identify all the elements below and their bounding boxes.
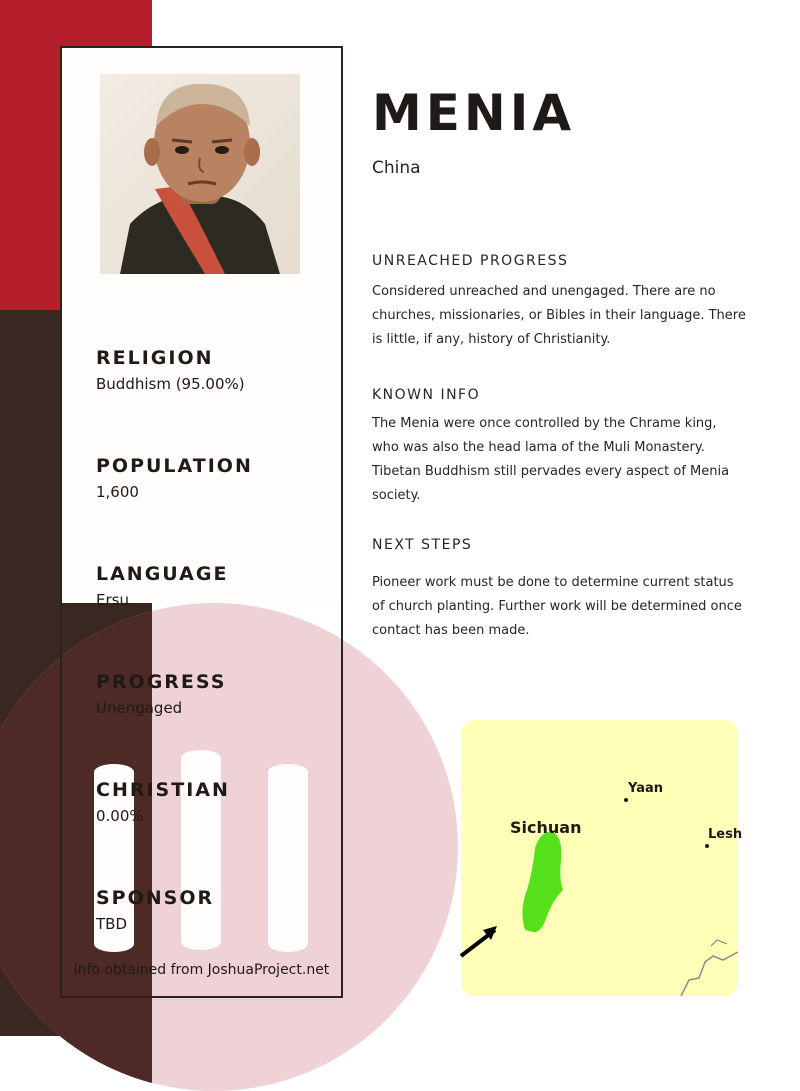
sponsor-value: TBD bbox=[96, 915, 128, 933]
city-dot bbox=[624, 798, 628, 802]
country-name: China bbox=[372, 158, 421, 178]
region-shape bbox=[522, 832, 563, 932]
population-label: POPULATION bbox=[96, 455, 253, 477]
christian-value: 0.00% bbox=[96, 807, 144, 825]
source-note: info obtained from JoshuaProject.net bbox=[73, 962, 330, 978]
city-dot bbox=[705, 844, 709, 848]
known-info-body: The Menia were once controlled by the Chrame king, who was also the head lama of the Muli Monastery. Tibetan Buddhism still pervades every aspect of Menia society. bbox=[372, 416, 730, 503]
border-line bbox=[711, 940, 727, 946]
language-value: Ersu bbox=[96, 591, 129, 609]
language-label: LANGUAGE bbox=[96, 563, 229, 585]
christian-label: CHRISTIAN bbox=[96, 779, 230, 801]
unreached-body: Considered unreached and unengaged. There are no churches, missionaries, or Bibles in their language. There is little, if any, history of Christianity. bbox=[372, 284, 746, 347]
next-steps-body: Pioneer work must be done to determine current status of church planting. Further work will be determined once contact has been made. bbox=[372, 575, 742, 638]
location-map bbox=[461, 720, 743, 996]
map-label-sichuan: Sichuan bbox=[510, 818, 582, 837]
page-title: MENIA bbox=[372, 84, 576, 142]
progress-label: PROGRESS bbox=[96, 671, 227, 693]
border-line bbox=[681, 952, 738, 996]
map-label-lesh: Lesh bbox=[708, 827, 743, 842]
sponsor-label: SPONSOR bbox=[96, 887, 215, 909]
religion-label: RELIGION bbox=[96, 347, 214, 369]
portrait-photo bbox=[100, 74, 300, 274]
map-label-yaan: Yaan bbox=[628, 781, 664, 796]
next-steps-heading: NEXT STEPS bbox=[372, 537, 473, 553]
known-info-heading: KNOWN INFO bbox=[372, 387, 481, 403]
population-value: 1,600 bbox=[96, 483, 139, 501]
religion-value: Buddhism (95.00%) bbox=[96, 375, 245, 393]
unreached-heading: UNREACHED PROGRESS bbox=[372, 253, 569, 269]
progress-value: Unengaged bbox=[96, 699, 183, 717]
